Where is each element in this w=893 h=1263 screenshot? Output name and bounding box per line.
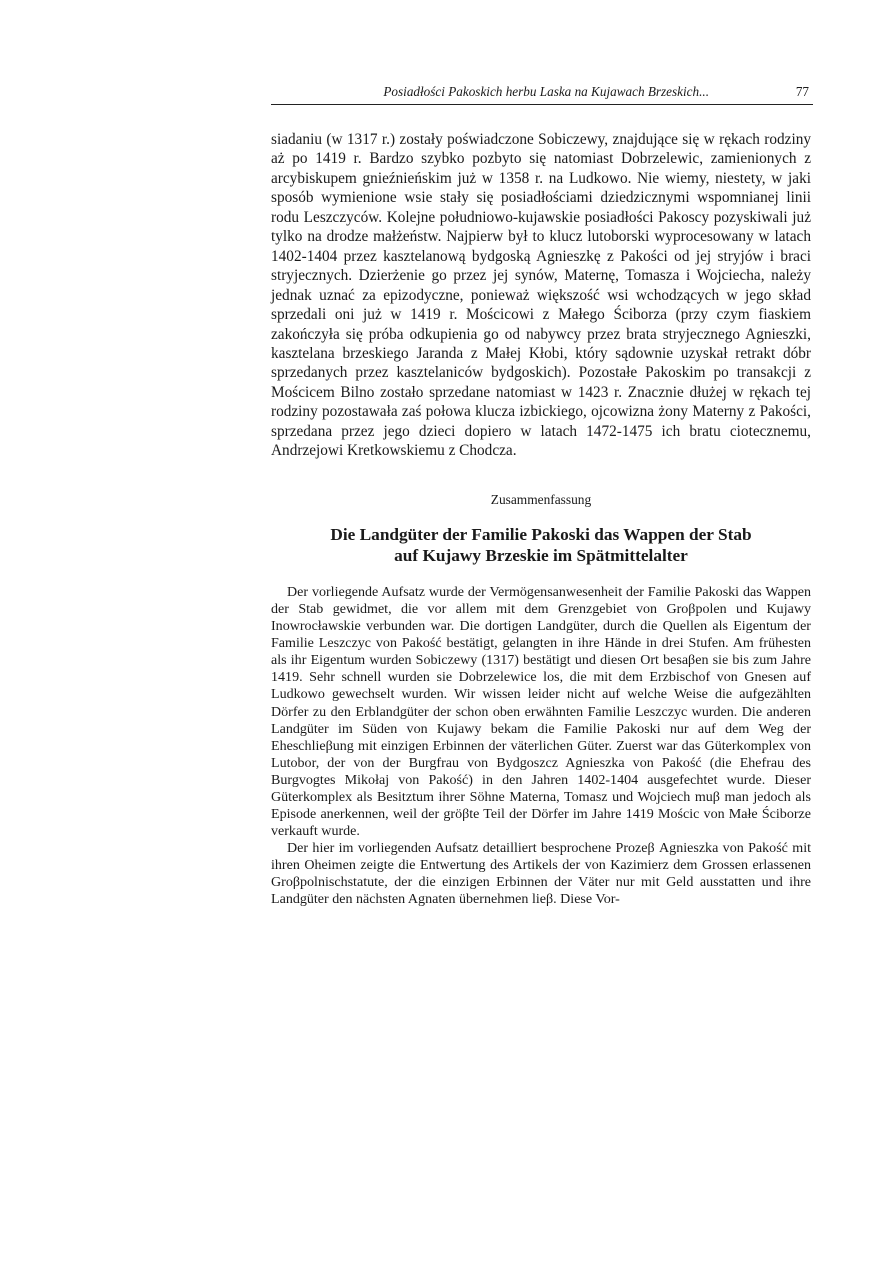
german-paragraph-2: Der hier im vorliegenden Aufsatz detailliert besprochene Prozeβ Agnieszka von Pakość mit ihren Oheimen zeigte die Entwertung des Artikels der von Kazimierz dem Grossen erlassenen Groβpolnischstatute, der die einzigen Erbinnen der Väter nur mit Geld ausstatten und ihre Landgüter den nächsten Agnaten übernehmen lieβ. Diese Vor-	[271, 840, 811, 908]
page-number: 77	[795, 84, 809, 99]
german-text-block	[271, 584, 811, 908]
running-title: Posiadłości Pakoskich herbu Laska na Kujawach Brzeskich...	[383, 84, 709, 99]
summary-title-line2: auf Kujawy Brzeskie im Spätmittelalter	[394, 546, 688, 565]
summary-title	[271, 524, 811, 566]
german-paragraph-1: Der vorliegende Aufsatz wurde der Vermögensanwesenheit der Familie Pakoski das Wappen der Stab gewidmet, die vor allem mit dem Grenzgebiet von Groβpolen und Kujawy Inowrocławskie verbunden war. Die dortigen Landgüter, durch die Quellen als Eigentum der Familie Leszczyc von Pakość bestätigt, gelangten in ihre Hände in drei Stufen. Am frühesten als ihr Eigentum wurden Sobiczewy (1317) bestätigt und diesen Ort besaβen sie bis zum Jahre 1419. Sehr schnell wurden sie Dobrzelewice los, die mit dem Erzbischof von Gnesen auf Ludkowo gewechselt wurden. Wir wissen leider nicht auf welche Weise die aufgezählten Dörfer zu den Erblandgüter der schon oben erwähnten Familie Leszczyc wurden. Die anderen Landgüter im Süden von Kujawy bekam die Familie Pakoski nur auf dem Weg der Eheschlieβung mit einzigen Erbinnen der väterlichen Güter. Zuerst war das Güterkomplex von Lutobor, der von der Burgfrau von Bydgoszcz Agnieszka von Pakość (die Ehefrau des Burgvogtes Mikołaj von Pakość) in den Jahren 1402-1404 ausgefechtet wurde. Dieser Güterkomplex als Besitztum ihrer Söhne Materna, Tomasz und Wojciech muβ man jedoch als Episode anerkennen, weil der gröβte Teil der Dörfer im Jahre 1419 Mościc von Małe Ściborze verkauft wurde.	[271, 584, 811, 840]
summary-heading: Zusammenfassung	[490, 492, 592, 507]
polish-text-block	[271, 130, 811, 461]
summary-title-line1: Die Landgüter der Familie Pakoski das Wappen der Stab	[330, 525, 752, 544]
running-header	[271, 84, 813, 105]
polish-paragraph: siadaniu (w 1317 r.) zostały poświadczone Sobiczewy, znajdujące się w rękach rodziny aż po 1419 r. Bardzo szybko pozbyto się natomiast Dobrzelewic, zamienionych z arcybiskupem gnieźnieńskim już w 1358 r. na Ludkowo. Nie wiemy, niestety, w jaki sposób wymienione wsie stały się posiadłościami dziedzicznymi wspomnianej linii rodu Leszczyców. Kolejne południowo-kujawskie posiadłości Pakoscy pozyskiwali już tylko na drodze małżeństw. Najpierw był to klucz lutoborski wyprocesowany w latach 1402-1404 przez kasztelanową bydgoską Agnieszkę z Pakości od jej stryjów i braci stryjecznych. Dzierżenie go przez jej synów, Maternę, Tomasza i Wojciecha, należy jednak uznać za epizodyczne, ponieważ większość wsi wchodzących w jego skład sprzedali oni już w 1419 r. Mościcowi z Małego Ściborza (przy czym fiaskiem zakończyła się próba odkupienia go od nabywcy przez brata stryjecznego Agnieszki, kasztelana brzeskiego Jaranda z Małej Kłobi, który sądownie uzyskał retrakt dóbr sprzedanych przez kasztelaniców bydgoskich). Pozostałe Pakoskim po transakcji z Mościcem Bilno zostało sprzedane natomiast w 1423 r. Znacznie dłużej w rękach tej rodziny pozostawała zaś połowa klucza izbickiego, ojcowizna żony Materny z Pakości, sprzedana przez jego dzieci dopiero w latach 1472-1475 ich bratu ciotecznemu, Andrzejowi Kretkowskiemu z Chodcza.	[271, 131, 811, 460]
